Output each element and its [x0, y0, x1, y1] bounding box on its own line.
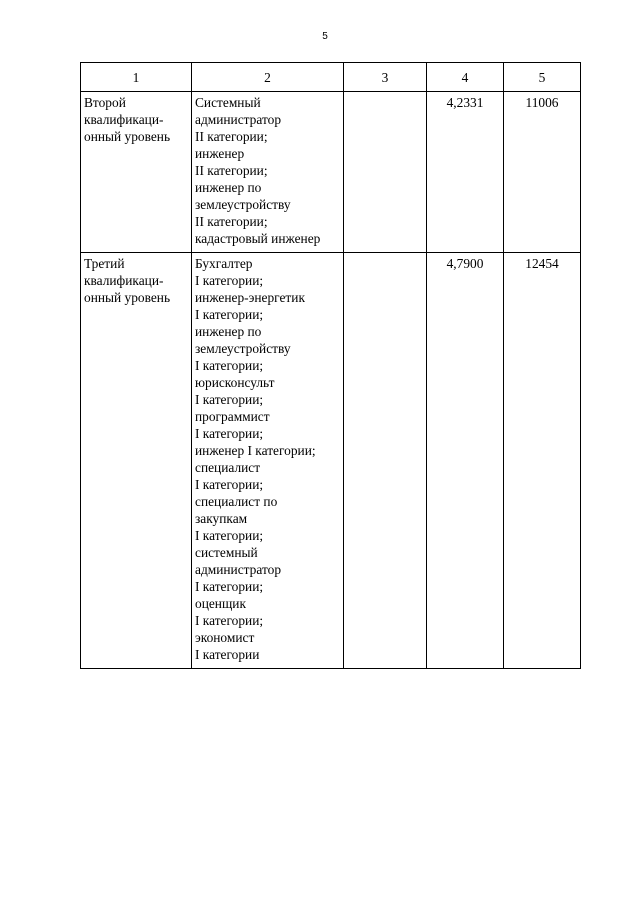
table-row	[81, 253, 581, 669]
qualification-level-cell	[81, 253, 192, 669]
position-line: инженер	[195, 146, 245, 161]
position-line: инженер-энергетик	[195, 290, 305, 305]
qualification-level-cell	[81, 92, 192, 253]
position-line: специалист по	[195, 494, 278, 509]
table-row	[81, 92, 581, 253]
salary-table	[80, 62, 581, 669]
coefficient-cell: 4,2331	[427, 92, 504, 253]
salary-cell: 11006	[504, 92, 581, 253]
position-line: юрисконсульт	[195, 375, 275, 390]
level-line: Третий	[84, 256, 125, 271]
level-line: квалификаци-	[84, 112, 164, 127]
col3-cell	[344, 253, 427, 669]
position-line: оценщик	[195, 596, 246, 611]
table-header-row	[81, 63, 581, 92]
position-line: I категории;	[195, 273, 264, 288]
position-line: I категории;	[195, 307, 264, 322]
position-line: специалист	[195, 460, 261, 475]
position-line: I категории;	[195, 477, 264, 492]
position-line: I категории	[195, 647, 260, 662]
level-line: онный уровень	[84, 129, 171, 144]
position-line: I категории;	[195, 426, 264, 441]
header-col-3: 3	[344, 63, 427, 92]
position-line: землеустройству	[195, 197, 291, 212]
position-line: инженер по	[195, 324, 262, 339]
position-line: I категории;	[195, 579, 264, 594]
level-line: онный уровень	[84, 290, 171, 305]
level-line: Второй	[84, 95, 126, 110]
header-col-2: 2	[192, 63, 344, 92]
position-line: администратор	[195, 112, 282, 127]
position-line: программист	[195, 409, 270, 424]
position-line: I категории;	[195, 528, 264, 543]
positions-cell	[192, 92, 344, 253]
level-line: квалификаци-	[84, 273, 164, 288]
position-line: экономист	[195, 630, 255, 645]
position-line: II категории;	[195, 214, 268, 229]
position-line: II категории;	[195, 163, 268, 178]
position-line: кадастровый инженер	[195, 231, 321, 246]
position-line: администратор	[195, 562, 282, 577]
position-line: I категории;	[195, 392, 264, 407]
position-line: I категории;	[195, 358, 264, 373]
position-line: землеустройству	[195, 341, 291, 356]
header-col-1: 1	[81, 63, 192, 92]
header-col-4: 4	[427, 63, 504, 92]
positions-cell	[192, 253, 344, 669]
coefficient-cell: 4,7900	[427, 253, 504, 669]
position-line: II категории;	[195, 129, 268, 144]
position-line: системный	[195, 545, 258, 560]
position-line: I категории;	[195, 613, 264, 628]
position-line: Системный	[195, 95, 261, 110]
position-line: Бухгалтер	[195, 256, 253, 271]
col3-cell	[344, 92, 427, 253]
position-line: закупкам	[195, 511, 248, 526]
header-col-5: 5	[504, 63, 581, 92]
position-line: инженер по	[195, 180, 262, 195]
salary-cell: 12454	[504, 253, 581, 669]
position-line: инженер I категории;	[195, 443, 316, 458]
page-number: 5	[322, 31, 328, 42]
